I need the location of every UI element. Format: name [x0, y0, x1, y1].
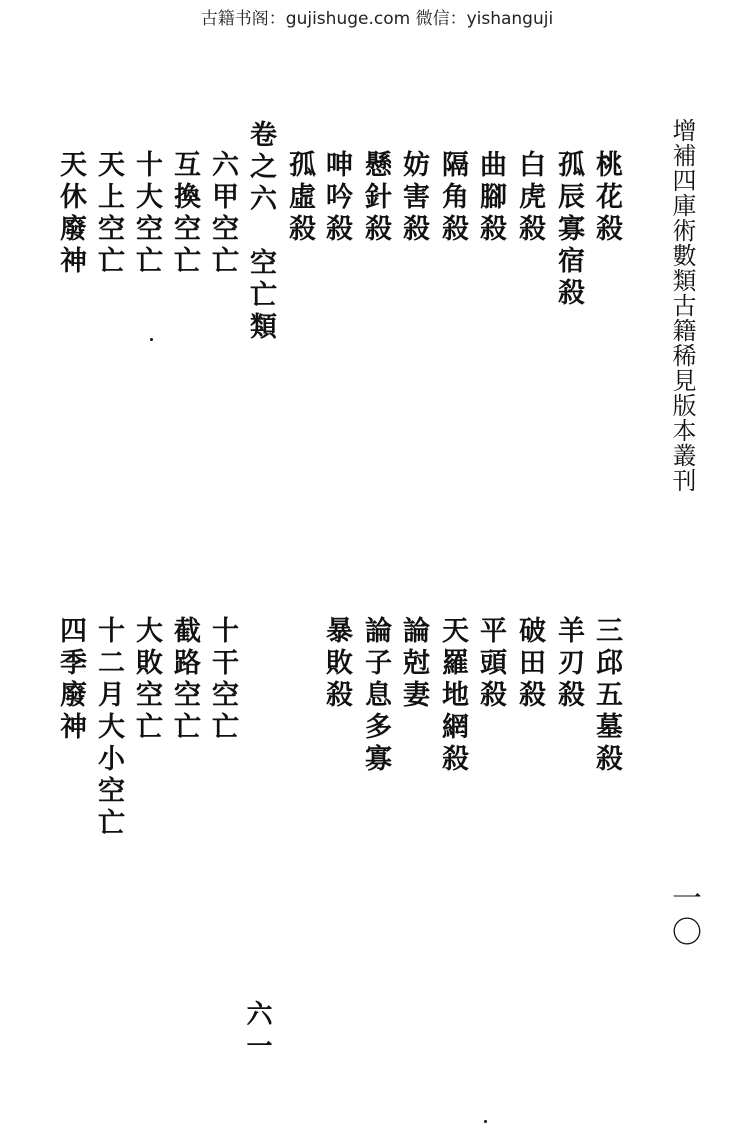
- entry-top-15: 天休廢神: [55, 150, 86, 278]
- entry-top-5: 隔角殺: [437, 150, 468, 246]
- entry-bottom-8: 暴敗殺: [321, 616, 352, 712]
- entry-bottom-11: 大敗空亡: [131, 616, 162, 744]
- entry-bottom-10: 截路空亡: [169, 616, 200, 744]
- page-number: 一〇: [666, 882, 701, 950]
- entry-bottom-7: 論子息多寡: [360, 616, 391, 776]
- entry-bottom-3: 破田殺: [514, 616, 545, 712]
- entry-bottom-12: 十二月大小空亡: [93, 616, 124, 840]
- entry-bottom-1: 三邱五墓殺: [591, 616, 622, 776]
- ink-speck: [150, 338, 153, 341]
- entry-bottom-6: 論尅妻: [398, 616, 429, 712]
- entry-bottom-4: 平頭殺: [475, 616, 506, 712]
- entry-top-14: 天上空亡: [93, 150, 124, 278]
- entry-bottom-9: 十干空亡: [207, 616, 238, 744]
- series-title: 增補四庫術數類古籍稀見版本叢刊: [668, 118, 696, 493]
- entry-bottom-5: 天羅地網殺: [437, 616, 468, 776]
- entry-top-1: 桃花殺: [591, 150, 622, 246]
- entry-top-8: 呻吟殺: [321, 150, 352, 246]
- entry-top-3: 白虎殺: [514, 150, 545, 246]
- entry-top-6: 妨害殺: [398, 150, 429, 246]
- entry-top-9: 孤虛殺: [284, 150, 315, 246]
- watermark: 古籍书阁：gujishuge.com 微信：yishanguji: [200, 9, 554, 29]
- entry-top-13: 十大空亡: [131, 150, 162, 278]
- entry-top-4: 曲腳殺: [475, 150, 506, 246]
- entry-top-12: 互換空亡: [169, 150, 200, 278]
- entry-bottom-13: 四季廢神: [55, 616, 86, 744]
- entry-bottom-2: 羊刃殺: [553, 616, 584, 712]
- ink-speck: [484, 1120, 487, 1123]
- entry-top-7: 懸針殺: [360, 150, 391, 246]
- folio-number: 六一: [242, 1000, 272, 1064]
- entry-top-2: 孤辰寡宿殺: [553, 150, 584, 310]
- entry-top-11: 六甲空亡: [207, 150, 238, 278]
- chapter-heading: 卷之六 空亡類: [245, 120, 276, 344]
